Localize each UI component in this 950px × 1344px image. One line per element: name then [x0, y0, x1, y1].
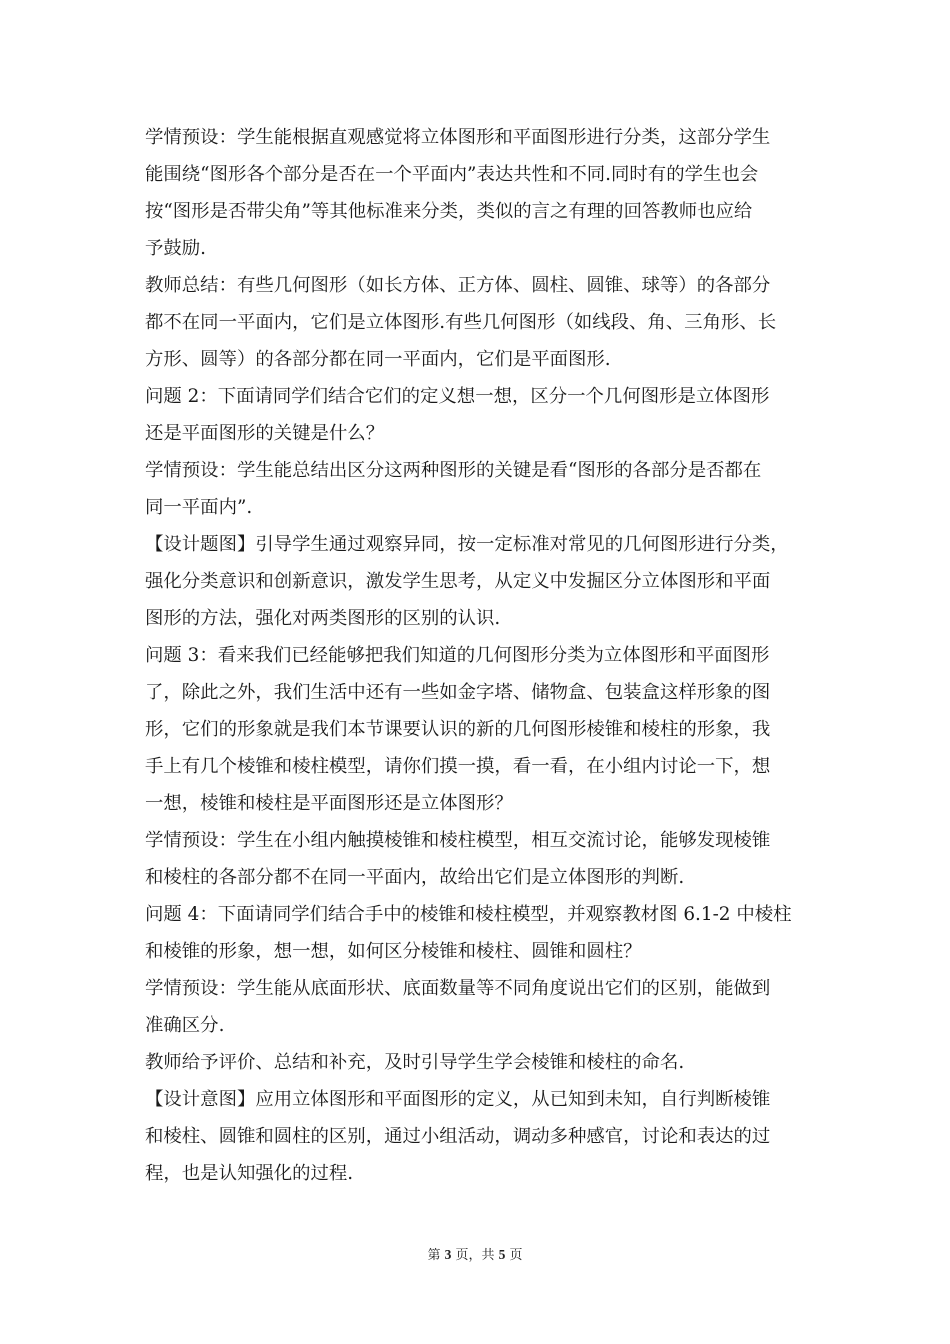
text-line: 教师给予评价、总结和补充，及时引导学生学会棱锥和棱柱的命名. [145, 1052, 685, 1073]
total-page-count: 5 [498, 1247, 506, 1262]
paragraph-2-teacher-summary [145, 267, 805, 378]
text-line: 【设计题图】引导学生通过观察异同，按一定标准对常见的几何图形进行分类， [145, 534, 789, 555]
footer-prefix: 第 [427, 1248, 441, 1263]
text-line: 学情预设：学生在小组内触摸棱锥和棱柱模型，相互交流讨论，能够发现棱锥 [145, 830, 771, 851]
text-line: 一想，棱锥和棱柱是平面图形还是立体图形？ [145, 793, 513, 814]
text-line: 了，除此之外，我们生活中还有一些如金字塔、储物盒、包装盒这样形象的图 [145, 682, 771, 703]
text-line: 学情预设：学生能根据直观感觉将立体图形和平面图形进行分类，这部分学生 [145, 127, 771, 148]
text-line: 和棱柱的各部分都不在同一平面内，故给出它们是立体图形的判断. [145, 867, 685, 888]
text-line: 学情预设：学生能从底面形状、底面数量等不同角度说出它们的区别，能做到 [145, 978, 771, 999]
current-page-number: 3 [444, 1247, 452, 1262]
text-line: 和棱锥的形象，想一想，如何区分棱锥和棱柱、圆锥和圆柱？ [145, 941, 642, 962]
paragraph-11-design-intent [145, 1081, 805, 1192]
footer-middle: 页，共 [455, 1248, 495, 1263]
text-line: 都不在同一平面内，它们是立体图形.有些几何图形（如线段、角、三角形、长 [145, 312, 777, 333]
paragraph-5-design-intent [145, 526, 805, 637]
text-line: 还是平面图形的关键是什么？ [145, 423, 385, 444]
paragraph-4-student-prediction [145, 452, 805, 526]
paragraph-6-question-3 [145, 637, 805, 822]
text-line: 问题 3：看来我们已经能够把我们知道的几何图形分类为立体图形和平面图形 [145, 645, 770, 666]
text-line: 予鼓励. [145, 238, 207, 259]
paragraph-7-student-prediction [145, 822, 805, 896]
paragraph-1-student-prediction [145, 119, 805, 267]
text-line: 问题 2：下面请同学们结合它们的定义想一想，区分一个几何图形是立体图形 [145, 386, 770, 407]
text-line: 问题 4：下面请同学们结合手中的棱锥和棱柱模型，并观察教材图 6.1-2 中棱柱 [145, 904, 792, 925]
footer-suffix: 页 [509, 1248, 523, 1263]
text-line: 图形的方法，强化对两类图形的区别的认识. [145, 608, 501, 629]
paragraph-8-question-4 [145, 896, 805, 970]
paragraph-9-student-prediction [145, 970, 805, 1044]
text-line: 能围绕“图形各个部分是否在一个平面内”表达共性和不同.同时有的学生也会 [145, 164, 759, 185]
text-line: 强化分类意识和创新意识，激发学生思考，从定义中发掘区分立体图形和平面 [145, 571, 771, 592]
page-footer [0, 1244, 950, 1263]
text-line: 准确区分. [145, 1015, 225, 1036]
paragraph-10-teacher-feedback [145, 1044, 805, 1081]
text-line: 方形、圆等）的各部分都在同一平面内，它们是平面图形. [145, 349, 611, 370]
text-line: 程，也是认知强化的过程. [145, 1163, 354, 1184]
text-line: 形，它们的形象就是我们本节课要认识的新的几何图形棱锥和棱柱的形象，我 [145, 719, 771, 740]
text-line: 按“图形是否带尖角”等其他标准来分类，类似的言之有理的回答教师也应给 [145, 201, 753, 222]
text-line: 手上有几个棱锥和棱柱模型，请你们摸一摸，看一看，在小组内讨论一下，想 [145, 756, 771, 777]
text-line: 和棱柱、圆锥和圆柱的区别，通过小组活动，调动多种感官，讨论和表达的过 [145, 1126, 771, 1147]
text-line: 教师总结：有些几何图形（如长方体、正方体、圆柱、圆锥、球等）的各部分 [145, 275, 771, 296]
text-line: 学情预设：学生能总结出区分这两种图形的关键是看“图形的各部分是否都在 [145, 460, 762, 481]
paragraph-3-question-2 [145, 378, 805, 452]
text-line: 【设计意图】应用立体图形和平面图形的定义，从已知到未知，自行判断棱锥 [145, 1089, 771, 1110]
body-text [145, 119, 805, 1192]
text-line: 同一平面内”. [145, 497, 253, 518]
